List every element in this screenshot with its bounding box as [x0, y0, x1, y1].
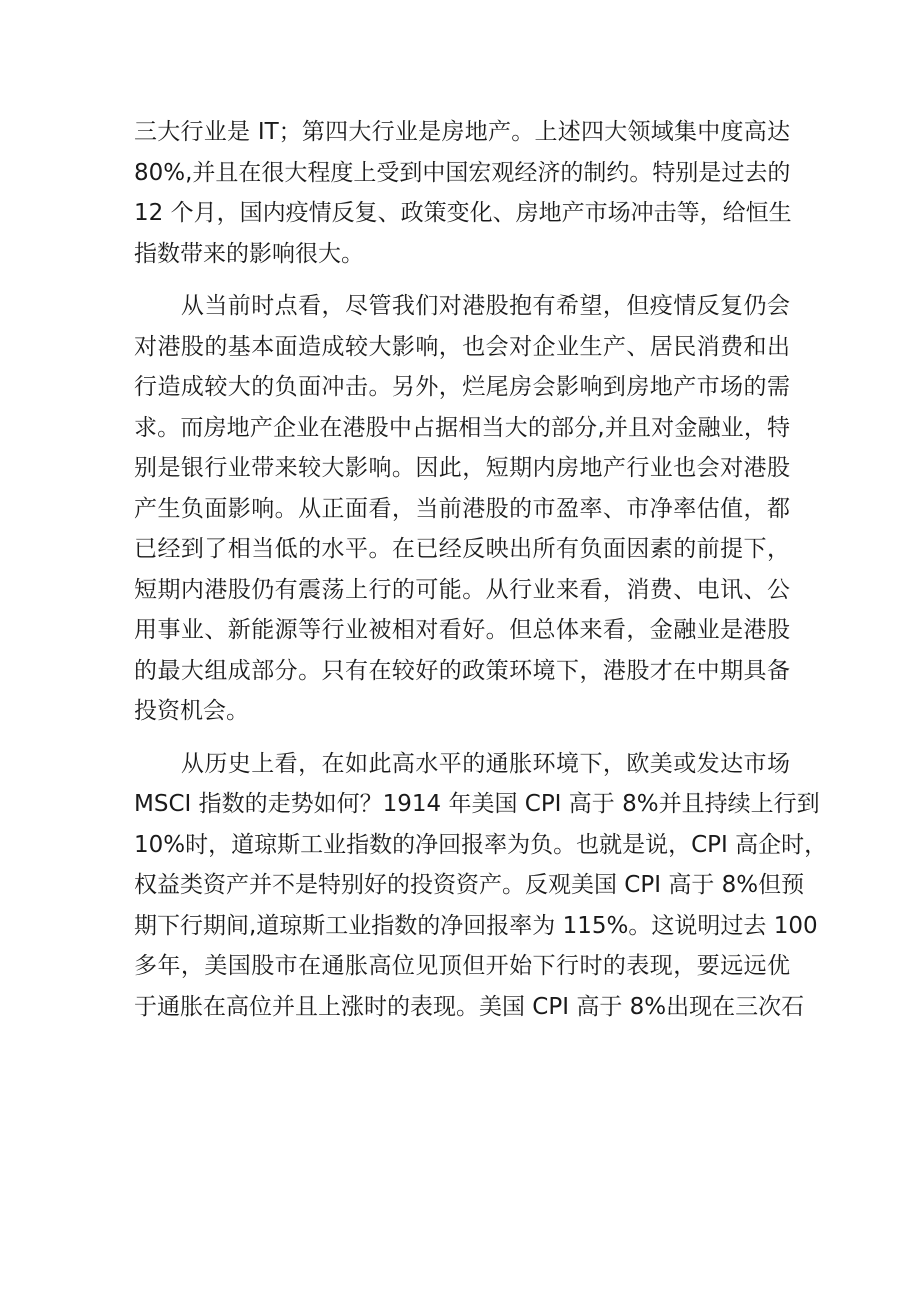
paragraph-1	[134, 112, 790, 274]
text-line: 投资机会。	[134, 698, 249, 724]
text-line: 权益类资产并不是特别好的投资资产。反观美国 CPI 高于 8%但预	[134, 872, 805, 898]
text-line: MSCI 指数的走势如何？1914 年美国 CPI 高于 8%并且持续上行到	[134, 791, 820, 817]
text-line: 短期内港股仍有震荡上行的可能。从行业来看，消费、电讯、公	[134, 576, 790, 603]
text-line: 期下行期间,道琼斯工业指数的净回报率为 115%。这说明过去 100	[134, 912, 818, 939]
text-line: 指数带来的影响很大。	[134, 240, 364, 267]
text-line: 求。而房地产企业在港股中占据相当大的部分,并且对金融业，特	[134, 414, 790, 441]
text-line: 用事业、新能源等行业被相对看好。但总体来看，金融业是港股	[134, 617, 790, 643]
text-line: 12 个月，国内疫情反复、政策变化、房地产市场冲击等，给恒生	[134, 200, 792, 226]
text-line: 已经到了相当低的水平。在已经反映出所有负面因素的前提下，	[134, 536, 790, 562]
text-line: 对港股的基本面造成较大影响，也会对企业生产、居民消费和出	[134, 333, 790, 360]
text-line: 三大行业是 IT；第四大行业是房地产。上述四大领域集中度高达	[134, 119, 790, 145]
paragraph-2	[134, 286, 790, 732]
paragraph-3	[134, 744, 828, 1028]
document-body	[134, 112, 828, 1039]
text-line: 产生负面影响。从正面看，当前港股的市盈率、市净率估值，都	[134, 495, 790, 522]
text-line: 于通胀在高位并且上涨时的表现。美国 CPI 高于 8%出现在三次石	[134, 993, 805, 1020]
text-line: 80%,并且在很大程度上受到中国宏观经济的制约。特别是过去的	[134, 159, 791, 186]
text-line: 的最大组成部分。只有在较好的政策环境下，港股才在中期具备	[134, 657, 790, 684]
text-line: 从当前时点看，尽管我们对港股抱有希望，但疫情反复仍会	[134, 293, 790, 319]
text-line: 从历史上看，在如此高水平的通胀环境下，欧美或发达市场	[134, 750, 790, 777]
text-line: 别是银行业带来较大影响。因此，短期内房地产行业也会对港股	[134, 455, 790, 481]
text-line: 多年，美国股市在通胀高位见顶但开始下行时的表现，要远远优	[134, 953, 790, 979]
text-line: 行造成较大的负面冲击。另外，烂尾房会影响到房地产市场的需	[134, 374, 790, 400]
text-line: 10%时，道琼斯工业指数的净回报率为负。也就是说，CPI 高企时，	[134, 831, 828, 858]
